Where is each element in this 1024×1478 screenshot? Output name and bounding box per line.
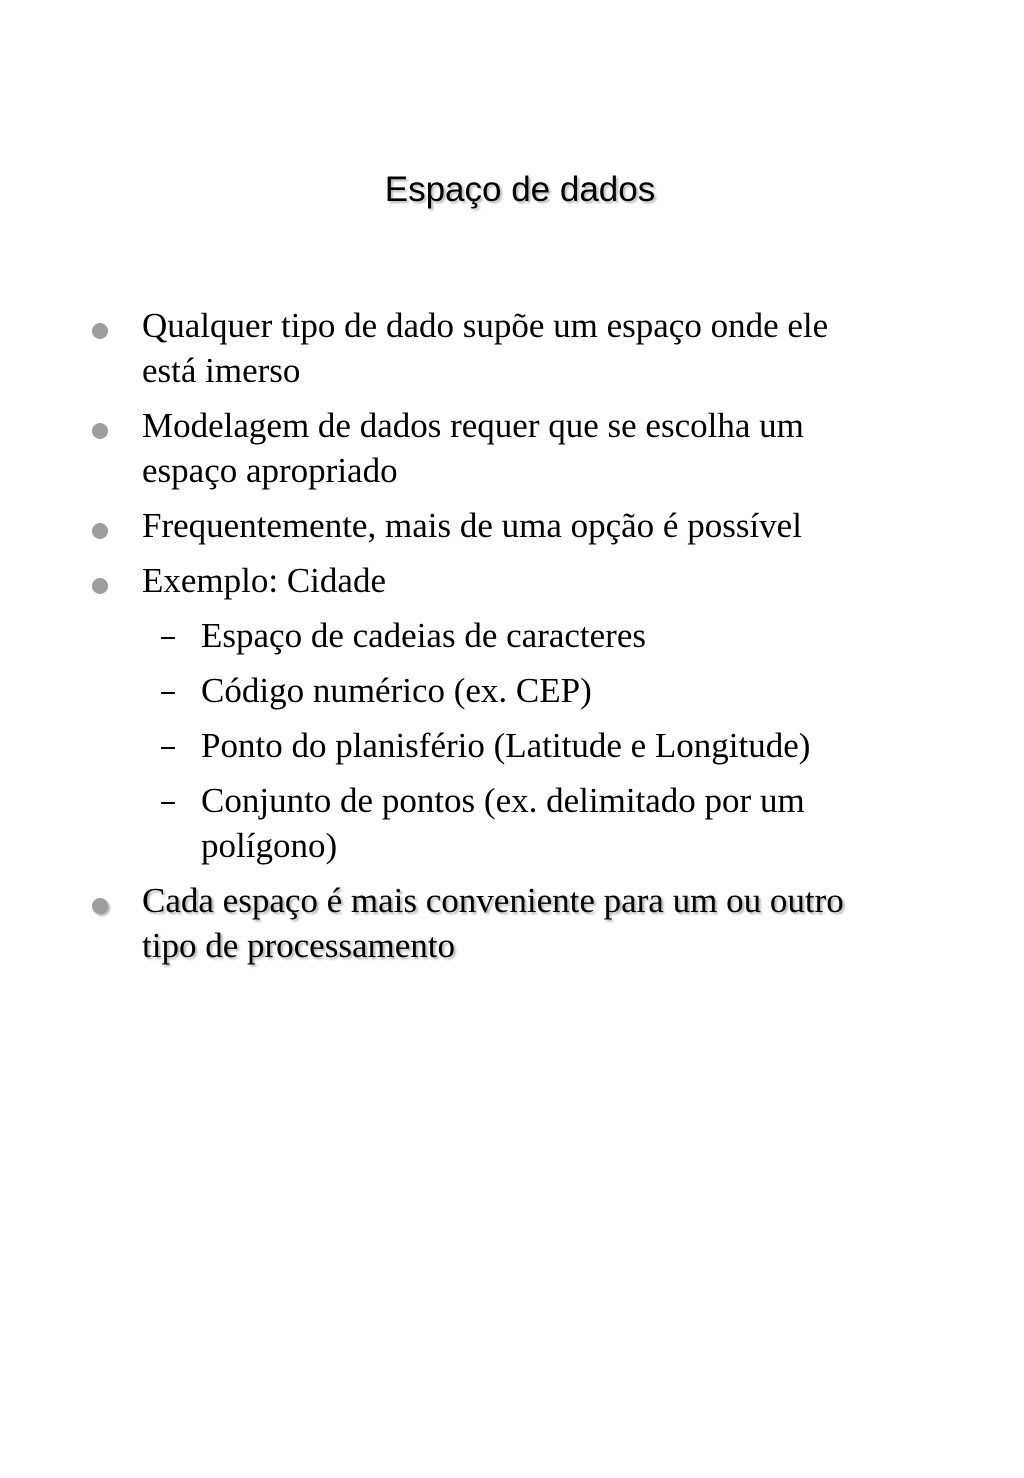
bullet-dot-icon	[92, 578, 108, 594]
bullet-item	[0, 558, 1024, 603]
bullet-text-continuation: espaço apropriado	[142, 451, 398, 490]
bullet-text-continuation: tipo de processamento	[142, 926, 455, 965]
bullet-text: Frequentemente, mais de uma opção é possível	[142, 506, 802, 545]
sub-bullet-text: Ponto do planisfério (Latitude e Longitude)	[201, 726, 811, 765]
bullet-dot-icon	[92, 423, 108, 439]
bullet-text-continuation: está imerso	[142, 351, 301, 390]
bullet-list	[0, 303, 1024, 978]
sub-bullet-text: Espaço de cadeias de caracteres	[201, 616, 646, 655]
bullet-item	[0, 878, 1024, 968]
sub-bullet-item	[0, 778, 1024, 868]
dash-bullet-icon	[161, 637, 175, 639]
bullet-dot-icon	[92, 523, 108, 539]
bullet-text: Modelagem de dados requer que se escolha um	[142, 406, 804, 445]
sub-bullet-text: Código numérico (ex. CEP)	[201, 671, 592, 710]
dash-bullet-icon	[161, 692, 175, 694]
sub-bullet-item	[0, 668, 1024, 713]
bullet-item	[0, 403, 1024, 493]
bullet-dot-icon	[92, 323, 108, 339]
dash-bullet-icon	[161, 747, 175, 749]
bullet-dot-icon	[92, 898, 108, 914]
slide-title: Espaço de dados	[384, 170, 656, 209]
sub-bullet-text-continuation: polígono)	[201, 826, 338, 865]
sub-bullet-text: Conjunto de pontos (ex. delimitado por um	[201, 781, 805, 820]
bullet-text: Qualquer tipo de dado supõe um espaço onde ele	[142, 306, 829, 345]
bullet-item	[0, 303, 1024, 393]
bullet-item	[0, 503, 1024, 548]
bullet-text: Cada espaço é mais conveniente para um ou outro	[142, 881, 844, 920]
dash-bullet-icon	[161, 802, 175, 804]
sub-bullet-item	[0, 723, 1024, 768]
sub-bullet-item	[0, 613, 1024, 658]
bullet-text: Exemplo: Cidade	[142, 561, 386, 600]
